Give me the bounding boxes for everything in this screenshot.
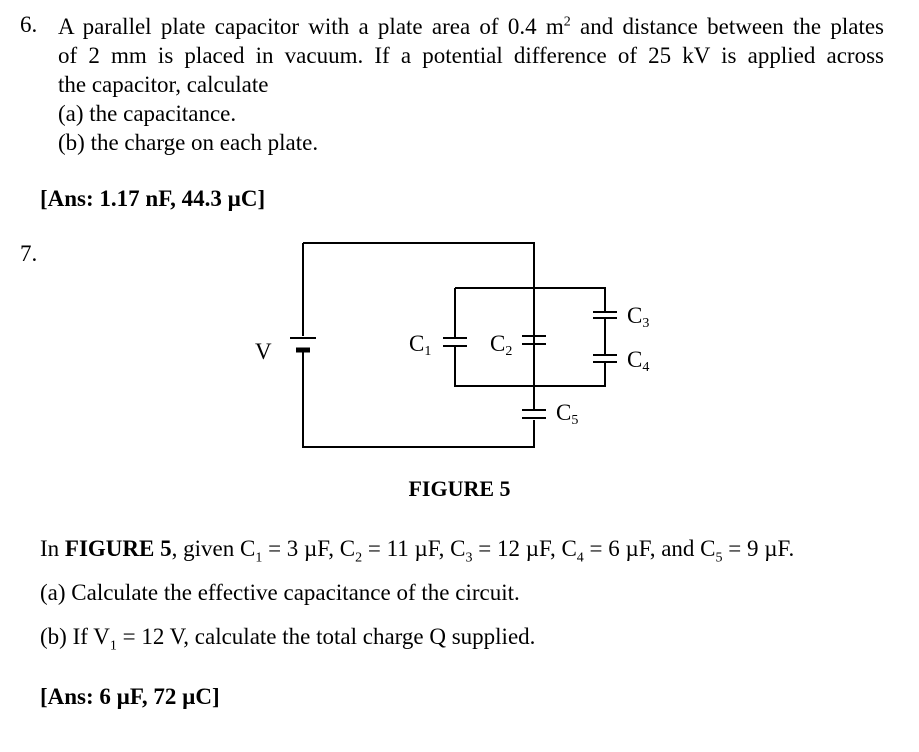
given-c2-sub: 2 — [355, 550, 363, 566]
c4-label: C4 — [627, 347, 650, 375]
given-figure-ref: FIGURE 5 — [64, 536, 172, 561]
given-c1-value: = 3 µF, C — [262, 536, 356, 561]
q6-line1-rest: and distance between the plates — [570, 14, 885, 39]
given-c4-value: = 6 µF, and C — [583, 536, 716, 561]
inner-bottom-wire — [455, 346, 605, 386]
question-7-number: 7. — [20, 241, 38, 266]
capacitor-c4-icon — [593, 355, 617, 362]
capacitor-c1-icon — [443, 338, 467, 346]
question-7-part-a: (a) Calculate the effective capacitance of the circuit. — [40, 580, 520, 605]
given-c1-sub: 1 — [255, 550, 263, 566]
given-c5-value: = 9 µF. — [722, 536, 795, 561]
voltage-label: V — [255, 339, 272, 364]
outer-bottom-wire — [303, 352, 534, 447]
capacitor-c5-icon — [522, 410, 546, 418]
part-b-v-sub: 1 — [109, 638, 117, 654]
question-6-line-2: of 2 mm is placed in vacuum. If a potential difference of 25 kV is applied across — [58, 43, 884, 68]
inner-top-wire — [455, 288, 605, 312]
c5-label: C5 — [556, 400, 579, 428]
question-7-given — [40, 536, 795, 566]
part-b-prefix: (b) If V — [40, 624, 110, 649]
given-c3-sub: 3 — [465, 550, 473, 566]
battery-icon — [290, 338, 316, 350]
given-text: , given C — [171, 536, 256, 561]
given-c2-value: = 11 µF, C — [362, 536, 466, 561]
figure-caption: FIGURE 5 — [408, 476, 511, 501]
area-unit-exponent: 2 — [563, 14, 571, 30]
question-6-answer: [Ans: 1.17 nF, 44.3 µC] — [40, 186, 266, 211]
question-6-part-b: (b) the charge on each plate. — [58, 130, 319, 155]
question-7-answer: [Ans: 6 µF, 72 µC] — [40, 684, 220, 709]
given-c3-value: = 12 µF, C — [472, 536, 577, 561]
c1-label: C1 — [409, 331, 432, 359]
part-b-rest: = 12 V, calculate the total charge Q supplied. — [116, 624, 536, 649]
question-6-number: 6. — [20, 12, 38, 37]
given-prefix: In — [40, 536, 65, 561]
q6-line1-text: A parallel plate capacitor with a plate area of 0.4 m — [58, 14, 564, 39]
question-7-part-b — [40, 624, 536, 654]
c2-label: C2 — [490, 331, 513, 359]
capacitor-c3-icon — [593, 312, 617, 318]
given-c5-sub: 5 — [715, 550, 723, 566]
question-6-part-a: (a) the capacitance. — [58, 101, 237, 126]
question-6-line-3: the capacitor, calculate — [58, 72, 269, 97]
given-c4-sub: 4 — [576, 550, 584, 566]
c3-label: C3 — [627, 303, 650, 331]
outer-top-wire — [303, 243, 534, 410]
